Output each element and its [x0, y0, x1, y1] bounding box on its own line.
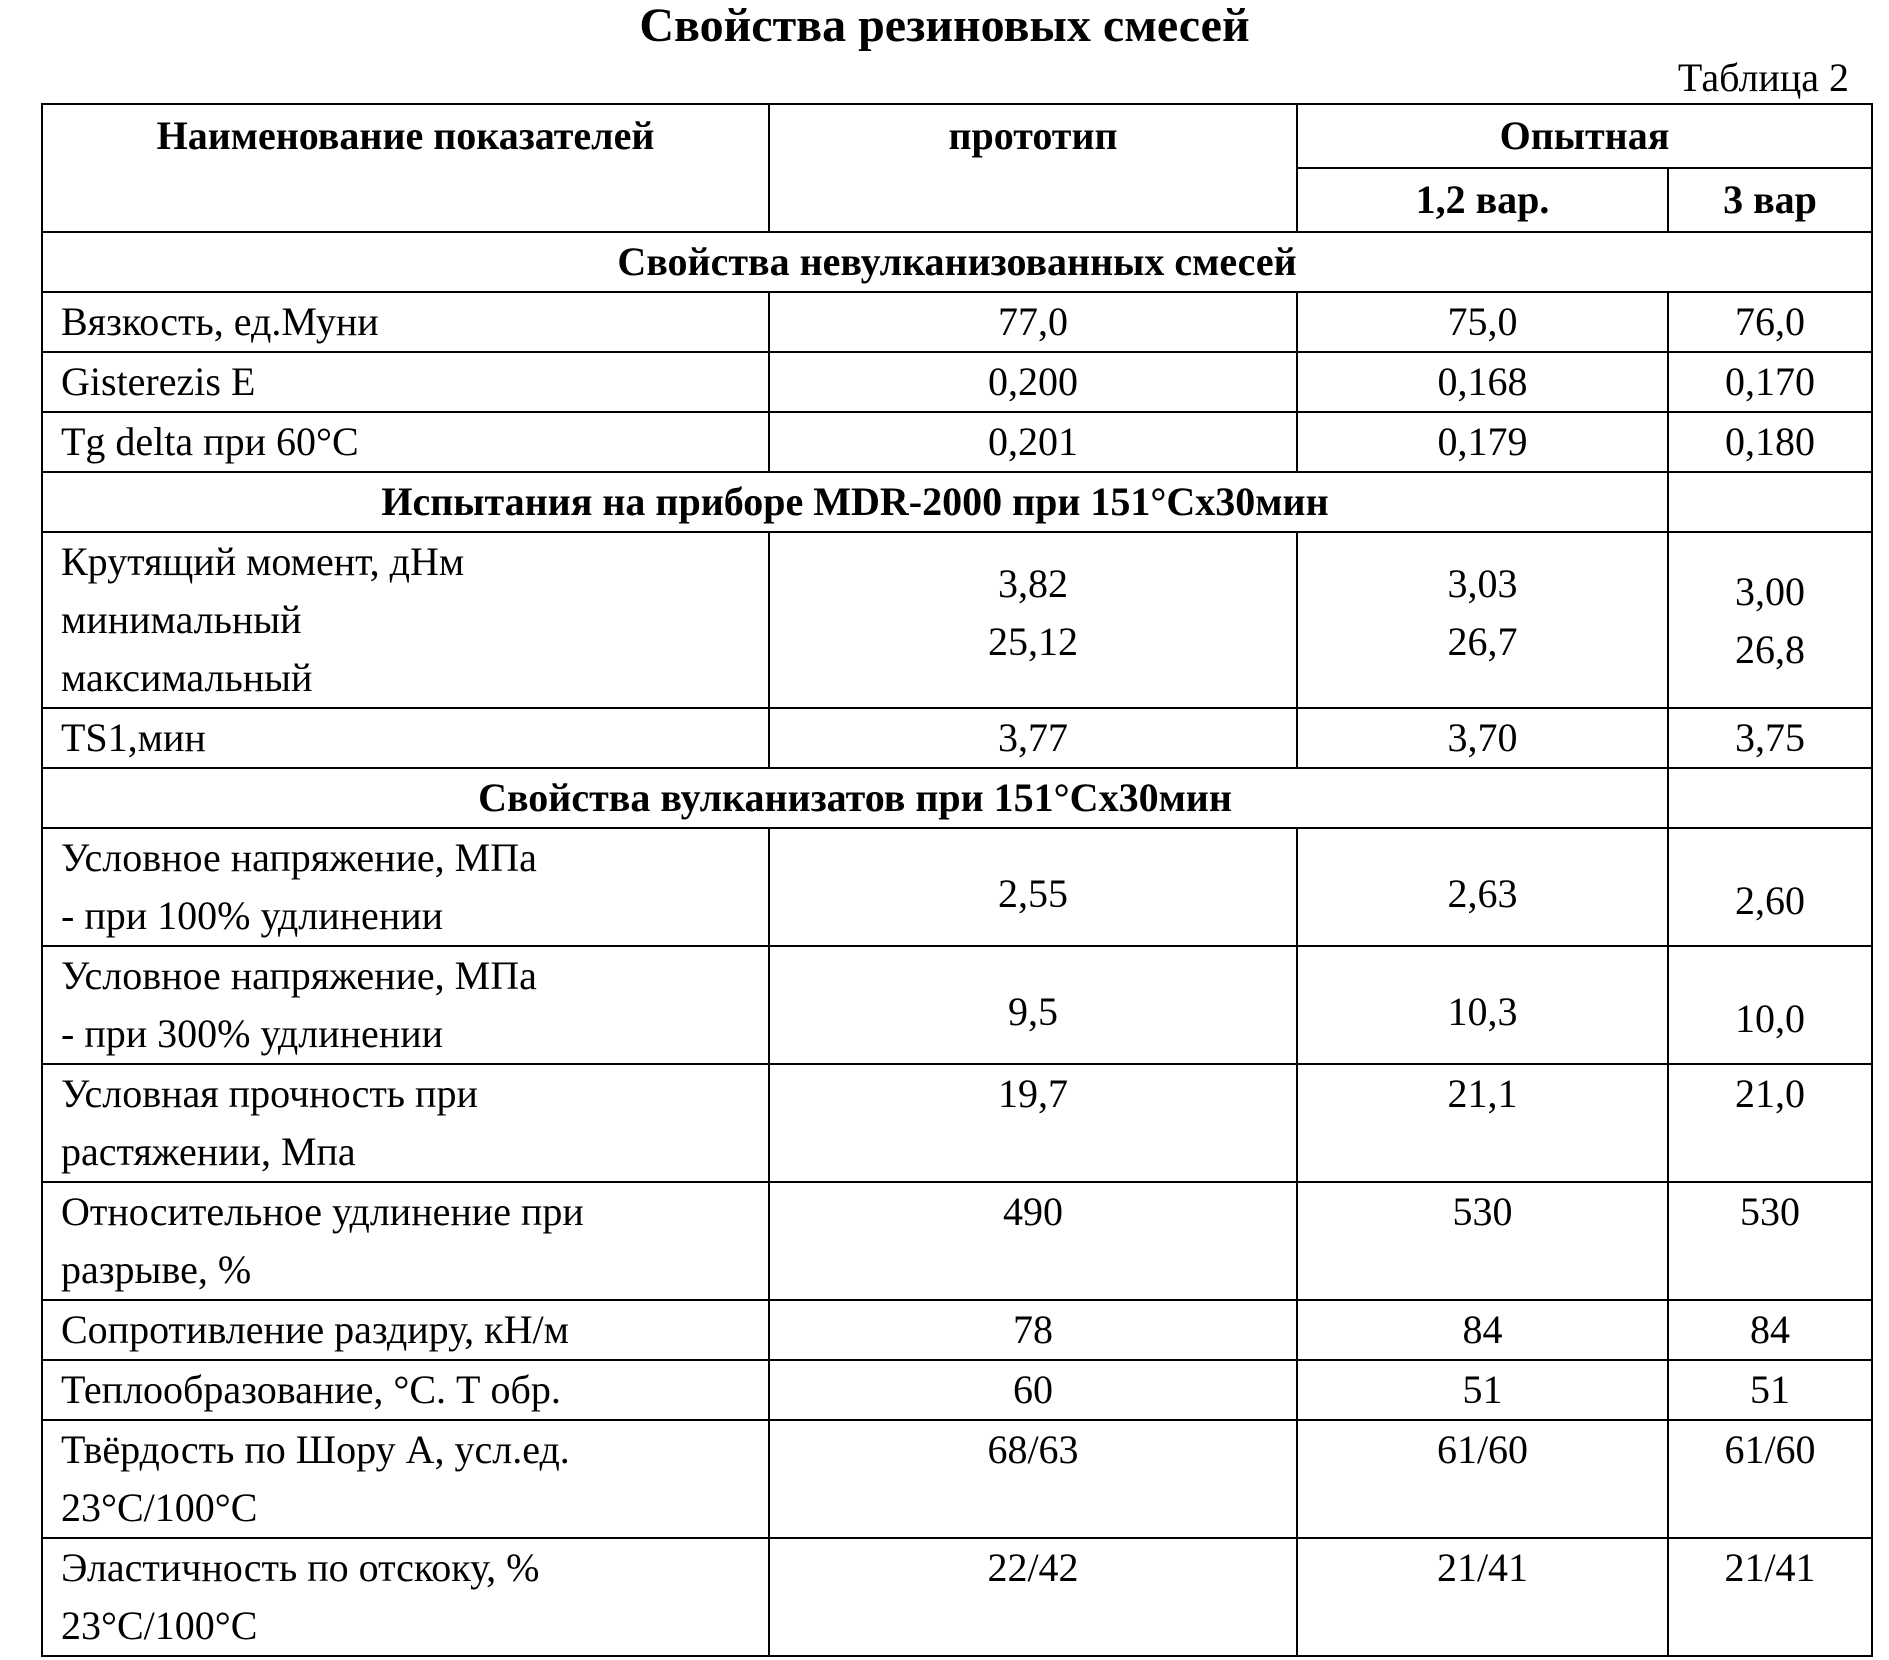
table-row — [42, 412, 1872, 472]
row-prototype-value: 60 — [769, 1360, 1297, 1420]
row-name — [42, 1182, 769, 1300]
row-name-line: разрыве, % — [61, 1247, 252, 1292]
row-name: Gisterezis E — [42, 352, 769, 412]
row-v3-value: 0,180 — [1668, 412, 1872, 472]
properties-table — [41, 103, 1873, 1657]
row-name-line: 23°С/100°С — [61, 1603, 258, 1648]
row-name: Tg delta при 60°С — [42, 412, 769, 472]
row-v12-value: 61/60 — [1297, 1420, 1668, 1538]
row-prototype-value: 9,5 — [769, 946, 1297, 1064]
table-row — [42, 1182, 1872, 1300]
row-prototype-value: 2,55 — [769, 828, 1297, 946]
header-variant-12: 1,2 вар. — [1297, 168, 1668, 232]
row-v3-value: 84 — [1668, 1300, 1872, 1360]
row-name — [42, 1064, 769, 1182]
row-v3-value: 21,0 — [1668, 1064, 1872, 1182]
row-name-line: Эластичность по отскоку, % — [61, 1545, 540, 1590]
section-row — [42, 472, 1872, 532]
row-prototype-value: 19,7 — [769, 1064, 1297, 1182]
row-prototype-value: 77,0 — [769, 292, 1297, 352]
row-v3-value: 76,0 — [1668, 292, 1872, 352]
table-row — [42, 828, 1872, 946]
section-row — [42, 768, 1872, 828]
row-prototype-value: 68/63 — [769, 1420, 1297, 1538]
row-prototype-value: 78 — [769, 1300, 1297, 1360]
header-row-1 — [42, 104, 1872, 168]
row-name-line: минимальный — [61, 597, 302, 642]
row-v3-value: 21/41 — [1668, 1538, 1872, 1656]
row-prototype-value: 490 — [769, 1182, 1297, 1300]
row-name: Теплообразование, °С. Т обр. — [42, 1360, 769, 1420]
row-v3-value: 61/60 — [1668, 1420, 1872, 1538]
section-empty-cell — [1668, 768, 1872, 828]
table-row — [42, 1538, 1872, 1656]
row-v3-value: 3,75 — [1668, 708, 1872, 768]
row-v12-value: 10,3 — [1297, 946, 1668, 1064]
row-name: TS1,мин — [42, 708, 769, 768]
row-v12-value: 3,70 — [1297, 708, 1668, 768]
row-name-line: 23°С/100°С — [61, 1485, 258, 1530]
row-name-line: растяжении, Мпа — [61, 1129, 356, 1174]
section-vulcanizates: Свойства вулканизатов при 151°Сх30мин — [42, 768, 1668, 828]
row-v12-value — [1297, 532, 1668, 708]
header-prototype: прототип — [769, 104, 1297, 232]
row-name-line: Крутящий момент, дНм — [61, 539, 465, 584]
section-uncured: Свойства невулканизованных смесей — [42, 232, 1872, 292]
row-v12-value: 75,0 — [1297, 292, 1668, 352]
row-name — [42, 946, 769, 1064]
row-prototype-value: 0,200 — [769, 352, 1297, 412]
row-v12-value: 51 — [1297, 1360, 1668, 1420]
row-name — [42, 1538, 769, 1656]
row-name — [42, 532, 769, 708]
row-v12-value: 2,63 — [1297, 828, 1668, 946]
section-row — [42, 232, 1872, 292]
table-label: Таблица 2 — [1677, 55, 1849, 100]
row-v12-value: 21,1 — [1297, 1064, 1668, 1182]
row-name-line: Условная прочность при — [61, 1071, 478, 1116]
row-name-line: - при 300% удлинении — [61, 1011, 444, 1056]
row-v12-value: 0,168 — [1297, 352, 1668, 412]
row-prototype-value — [769, 532, 1297, 708]
row-prototype-value: 3,77 — [769, 708, 1297, 768]
table-row — [42, 1064, 1872, 1182]
page-title: Свойства резиновых смесей — [639, 0, 1250, 52]
row-v3-value: 0,170 — [1668, 352, 1872, 412]
row-name: Вязкость, ед.Муни — [42, 292, 769, 352]
table-row — [42, 292, 1872, 352]
row-name-line: Относительное удлинение при — [61, 1189, 584, 1234]
table-row — [42, 352, 1872, 412]
row-prototype-value: 22/42 — [769, 1538, 1297, 1656]
table-row — [42, 1360, 1872, 1420]
row-v3-value: 10,0 — [1668, 946, 1872, 1064]
row-name — [42, 1420, 769, 1538]
row-prototype-value: 0,201 — [769, 412, 1297, 472]
row-v12-value: 0,179 — [1297, 412, 1668, 472]
table-row — [42, 946, 1872, 1064]
row-name: Сопротивление раздиру, кН/м — [42, 1300, 769, 1360]
header-name: Наименование показателей — [42, 104, 769, 232]
table-row — [42, 1300, 1872, 1360]
row-v3-value: 51 — [1668, 1360, 1872, 1420]
value-max: 26,7 — [1447, 619, 1518, 664]
header-experimental: Опытная — [1297, 104, 1872, 168]
section-mdr: Испытания на приборе MDR-2000 при 151°Сх30мин — [42, 472, 1668, 532]
row-v3-value: 530 — [1668, 1182, 1872, 1300]
row-name-line: Условное напряжение, МПа — [61, 835, 537, 880]
header-variant-3: 3 вар — [1668, 168, 1872, 232]
row-name-line: - при 100% удлинении — [61, 893, 444, 938]
section-empty-cell — [1668, 472, 1872, 532]
value-min: 3,03 — [1447, 561, 1518, 606]
row-v12-value: 21/41 — [1297, 1538, 1668, 1656]
row-v12-value: 530 — [1297, 1182, 1668, 1300]
table-row — [42, 532, 1872, 708]
row-v3-value — [1668, 532, 1872, 708]
row-name-line: Твёрдость по Шору А, усл.ед. — [61, 1427, 570, 1472]
row-name-line: Условное напряжение, МПа — [61, 953, 537, 998]
table-row — [42, 1420, 1872, 1538]
row-name-line: максимальный — [61, 655, 313, 700]
value-min: 3,82 — [998, 561, 1068, 606]
value-min: 3,00 — [1735, 569, 1805, 614]
row-name — [42, 828, 769, 946]
table-row — [42, 708, 1872, 768]
row-v12-value: 84 — [1297, 1300, 1668, 1360]
value-max: 25,12 — [988, 619, 1078, 664]
row-v3-value: 2,60 — [1668, 828, 1872, 946]
value-max: 26,8 — [1735, 627, 1805, 672]
